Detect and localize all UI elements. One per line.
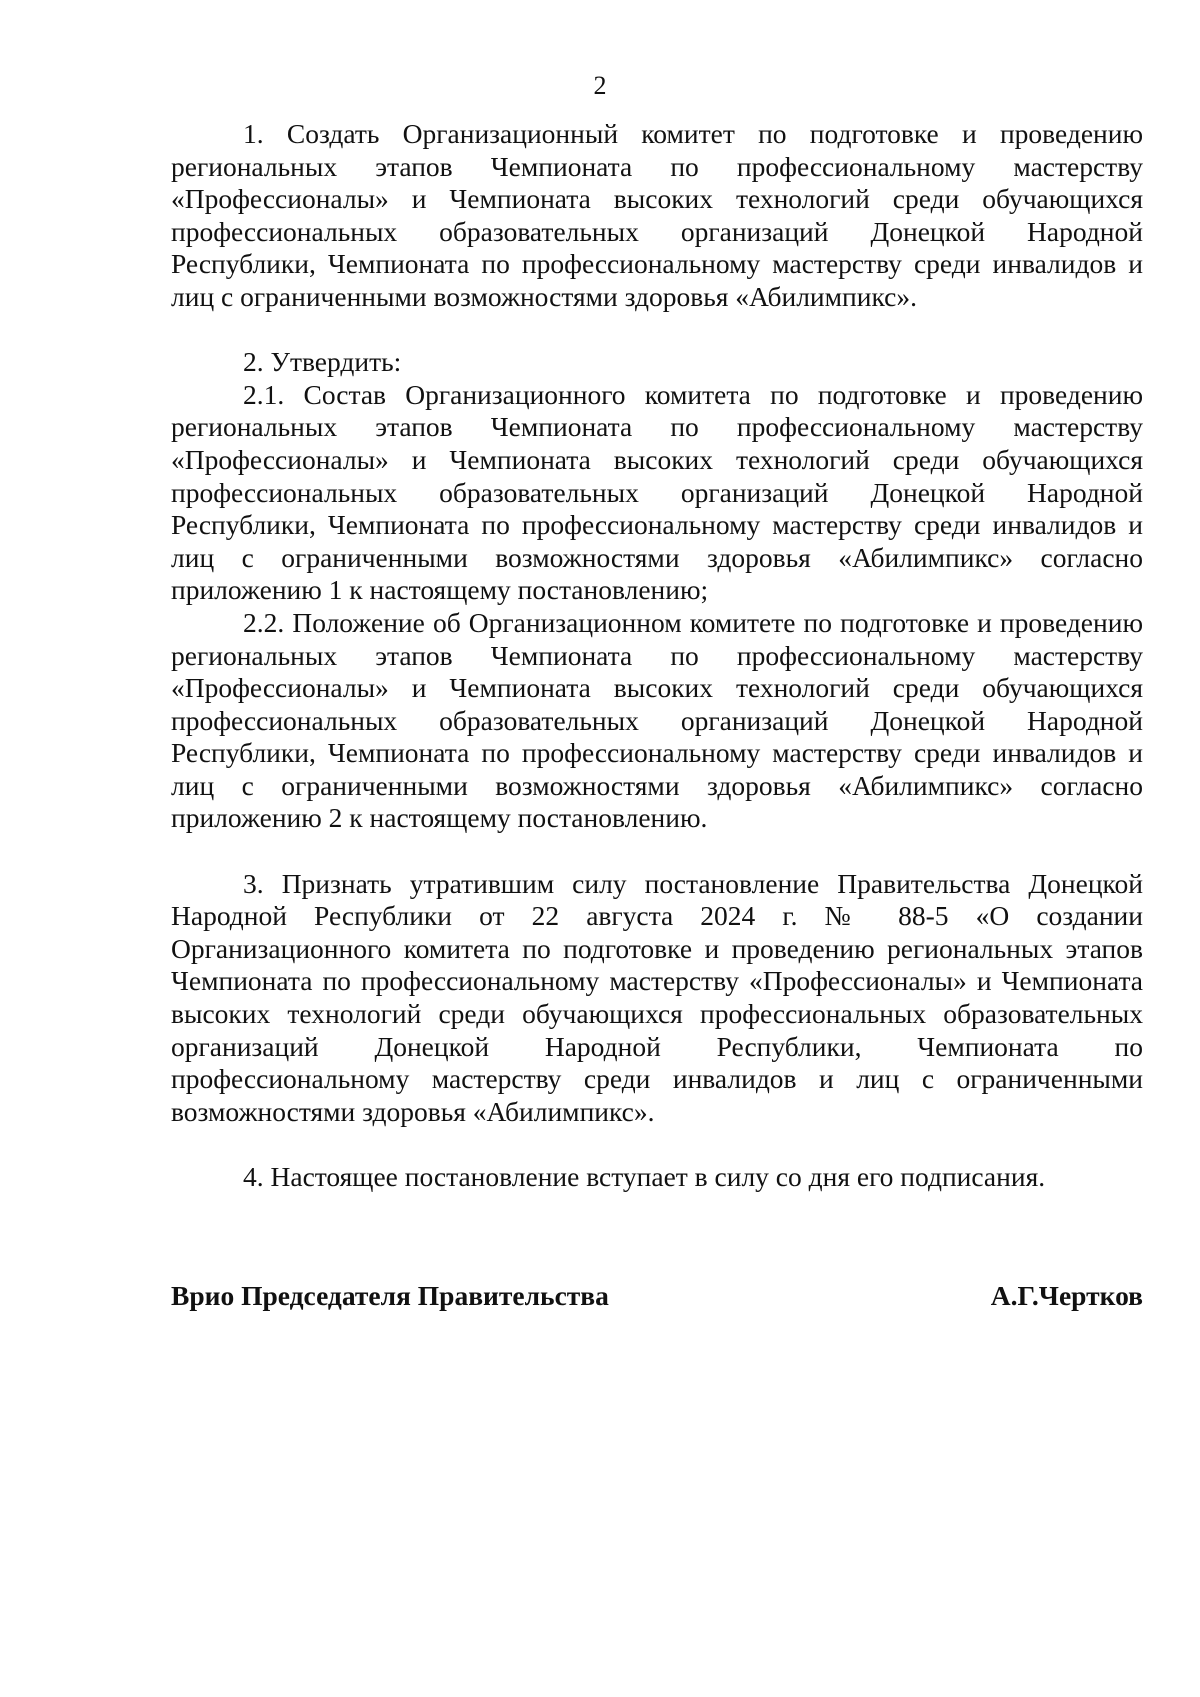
paragraph-2: 2. Утвердить:: [243, 346, 402, 378]
signatory-position: Врио Председателя Правительства: [171, 1280, 609, 1311]
signatory-name: А.Г.Чертков: [990, 1280, 1143, 1311]
paragraph-spacer: [171, 314, 1143, 347]
paragraph-3: 3. Признать утратившим силу постановление Правительства Донецкой Народной Республики от 22 августа 2024 г. № 88-5 «О создании Организационного комитета по подготовке и проведению региональных этапов Чемпионата по профессиональному мастерству «Профессионалы» и Чемпионата высоких технологий среди обучающихся профессиональных образовательных организаций Донецкой Народной Республики, Чемпионата по профессиональному мастерству среди инвалидов и лиц с ограниченными возможностями здоровья «Абилимпикс».: [171, 867, 1143, 1127]
paragraph-1: 1. Создать Организационный комитет по подготовке и проведению региональных этапов Чемпионата по профессиональному мастерству «Профессионалы» и Чемпионата высоких технологий среди обучающихся профессиональных образовательных организаций Донецкой Народной Республики, Чемпионата по профессиональному мастерству среди инвалидов и лиц с ограниченными возможностями здоровья «Абилимпикс».: [171, 118, 1143, 312]
page-number: 2: [593, 71, 607, 100]
paragraph-2-2: 2.2. Положение об Организационном комитете по подготовке и проведению региональных этапов Чемпионата по профессиональному мастерству «Профессионалы» и Чемпионата высоких технологий среди обучающихся профессиональных образовательных организаций Донецкой Народной Республики, Чемпионата по профессиональному мастерству среди инвалидов и лиц с ограниченными возможностями здоровья «Абилимпикс» согласно приложению 2 к настоящему постановлению.: [171, 606, 1143, 834]
signature-block: [171, 1279, 1143, 1313]
paragraph-2-1: 2.1. Состав Организационного комитета по подготовке и проведению региональных этапов Чемпионата по профессиональному мастерству «Профессионалы» и Чемпионата высоких технологий среди обучающихся профессиональных образовательных организаций Донецкой Народной Республики, Чемпионата по профессиональному мастерству среди инвалидов и лиц с ограниченными возможностями здоровья «Абилимпикс» согласно приложению 1 к настоящему постановлению;: [171, 378, 1143, 606]
paragraph-spacer: [171, 835, 1143, 868]
document-body: [171, 118, 1143, 1194]
paragraph-4: 4. Настоящее постановление вступает в силу со дня его подписания.: [243, 1161, 1046, 1192]
paragraph-spacer: [171, 1128, 1143, 1161]
